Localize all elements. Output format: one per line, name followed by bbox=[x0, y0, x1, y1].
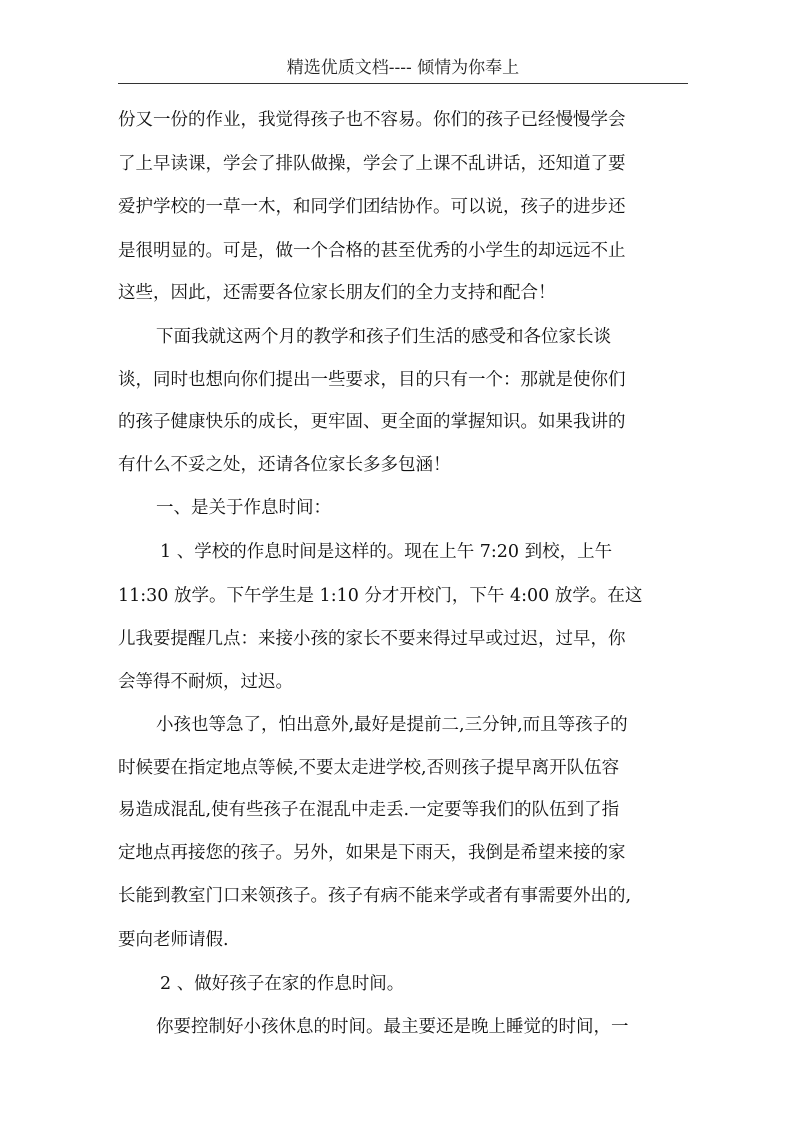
text-line: 下面我就这两个月的教学和孩子们生活的感受和各位家长谈 bbox=[156, 327, 611, 347]
text-line: 这些，因此，还需要各位家长朋友们的全力支持和配合！ bbox=[118, 283, 556, 303]
text-line: 2 、做好孩子在家的作息时间。 bbox=[160, 974, 405, 994]
text-line: 会等得不耐烦，过迟。 bbox=[118, 672, 293, 692]
header-divider bbox=[118, 83, 688, 84]
text-line: 的孩子健康快乐的成长，更牢固、更全面的掌握知识。如果我讲的 bbox=[118, 412, 626, 432]
text-line: 11:30 放学。下午学生是 1:10 分才开校门，下午 4:00 放学。在这 bbox=[118, 586, 643, 606]
text-line: 是很明显的。可是，做一个合格的甚至优秀的小学生的却远远不止 bbox=[118, 241, 626, 261]
text-line: 一、是关于作息时间： bbox=[156, 498, 331, 518]
text-line: 谈，同时也想向你们提出一些要求，目的只有一个：那就是使你们 bbox=[118, 370, 626, 390]
text-line: 份又一份的作业，我觉得孩子也不容易。你们的孩子已经慢慢学会 bbox=[118, 110, 626, 130]
text-line: 爱护学校的一草一木，和同学们团结协作。可以说，孩子的进步还 bbox=[118, 197, 626, 217]
text-line: 你要控制好小孩休息的时间。最主要还是晚上睡觉的时间，一 bbox=[156, 1017, 629, 1037]
text-line: 儿我要提醒几点：来接小孩的家长不要来得过早或过迟，过早，你 bbox=[118, 629, 626, 649]
text-line: 有什么不妥之处，还请各位家长多多包涵！ bbox=[118, 455, 451, 475]
text-line: 小孩也等急了，怕出意外,最好是提前二,三分钟,而且等孩子的 bbox=[156, 715, 628, 735]
text-line: 要向老师请假. bbox=[118, 930, 229, 950]
text-line: 定地点再接您的孩子。另外，如果是下雨天，我倒是希望来接的家 bbox=[118, 843, 626, 863]
text-line: 1 、学校的作息时间是这样的。现在上午 7:20 到校，上午 bbox=[160, 542, 613, 562]
text-line: 长能到教室门口来领孩子。孩子有病不能来学或者有事需要外出的, bbox=[118, 886, 632, 906]
text-line: 了上早读课，学会了排队做操，学会了上课不乱讲话，还知道了要 bbox=[118, 154, 626, 174]
page-header-title: 精选优质文档---- 倾情为你奉上 bbox=[286, 58, 520, 78]
text-line: 易造成混乱,使有些孩子在混乱中走丢.一定要等我们的队伍到了指 bbox=[118, 800, 620, 820]
text-line: 时候要在指定地点等候,不要太走进学校,否则孩子提早离开队伍容 bbox=[118, 758, 620, 778]
